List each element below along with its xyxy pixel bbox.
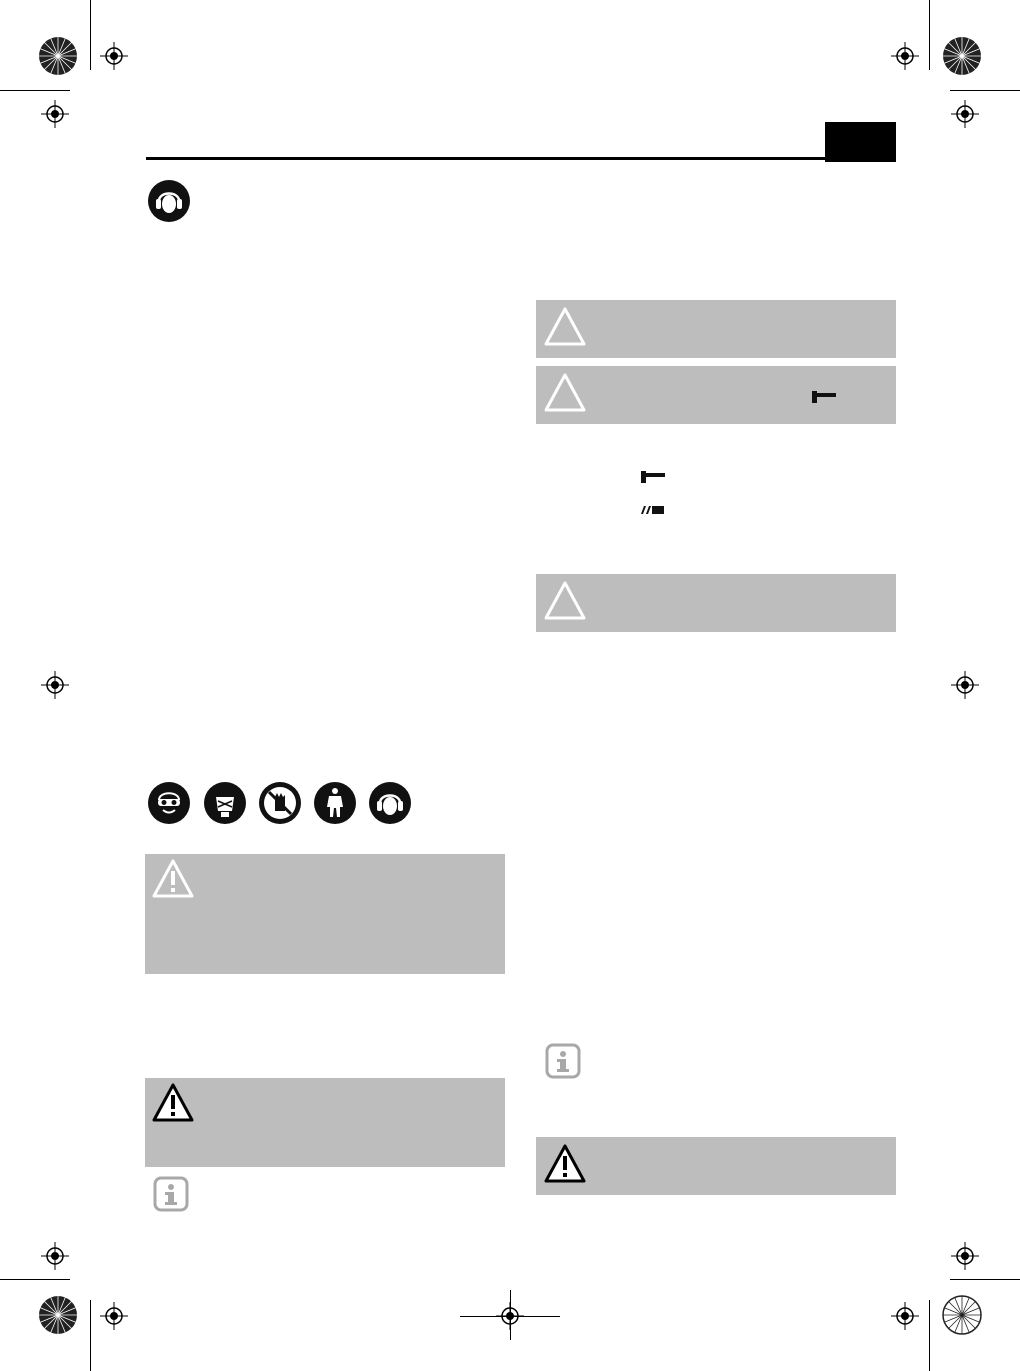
no-gloves-icon bbox=[258, 781, 302, 825]
registration-mark-icon bbox=[891, 1302, 919, 1330]
dust-mask-icon bbox=[203, 781, 247, 825]
warning-triangle-icon bbox=[151, 858, 195, 900]
color-wheel-icon bbox=[38, 1295, 78, 1335]
hammer-mode-icon bbox=[641, 469, 665, 483]
warning-notice-box bbox=[536, 366, 896, 424]
registration-mark-icon bbox=[951, 100, 979, 128]
registration-mark-icon bbox=[951, 671, 979, 699]
trim-mark-line bbox=[510, 1290, 511, 1340]
warning-notice-box bbox=[145, 854, 505, 974]
hammer-mode-icon bbox=[812, 389, 836, 403]
warning-triangle-icon bbox=[543, 306, 587, 348]
warning-notice-box bbox=[536, 1137, 896, 1195]
warning-notice-box bbox=[536, 574, 896, 632]
registration-mark-icon bbox=[41, 1242, 69, 1270]
protective-clothing-icon bbox=[313, 781, 357, 825]
warning-triangle-icon bbox=[543, 580, 587, 622]
hearing-protection-icon bbox=[147, 179, 191, 223]
registration-mark-icon bbox=[100, 42, 128, 70]
language-tab bbox=[825, 122, 896, 162]
hearing-protection-icon bbox=[368, 781, 412, 825]
registration-mark-icon bbox=[41, 100, 69, 128]
info-icon bbox=[153, 1176, 189, 1212]
warning-triangle-icon bbox=[151, 1082, 195, 1124]
registration-mark-icon bbox=[951, 1242, 979, 1270]
registration-mark-icon bbox=[41, 671, 69, 699]
color-wheel-icon bbox=[38, 36, 78, 76]
registration-mark-icon bbox=[891, 42, 919, 70]
warning-notice-box bbox=[536, 300, 896, 358]
color-wheel-icon bbox=[942, 36, 982, 76]
warning-notice-box bbox=[145, 1078, 505, 1167]
drill-mode-icon bbox=[641, 504, 665, 516]
registration-mark-icon bbox=[100, 1302, 128, 1330]
color-wheel-icon bbox=[942, 1295, 982, 1335]
header-rule bbox=[146, 157, 826, 160]
info-icon bbox=[545, 1043, 581, 1079]
warning-triangle-icon bbox=[543, 1143, 587, 1185]
warning-triangle-icon bbox=[543, 372, 587, 414]
eye-protection-icon bbox=[147, 781, 191, 825]
